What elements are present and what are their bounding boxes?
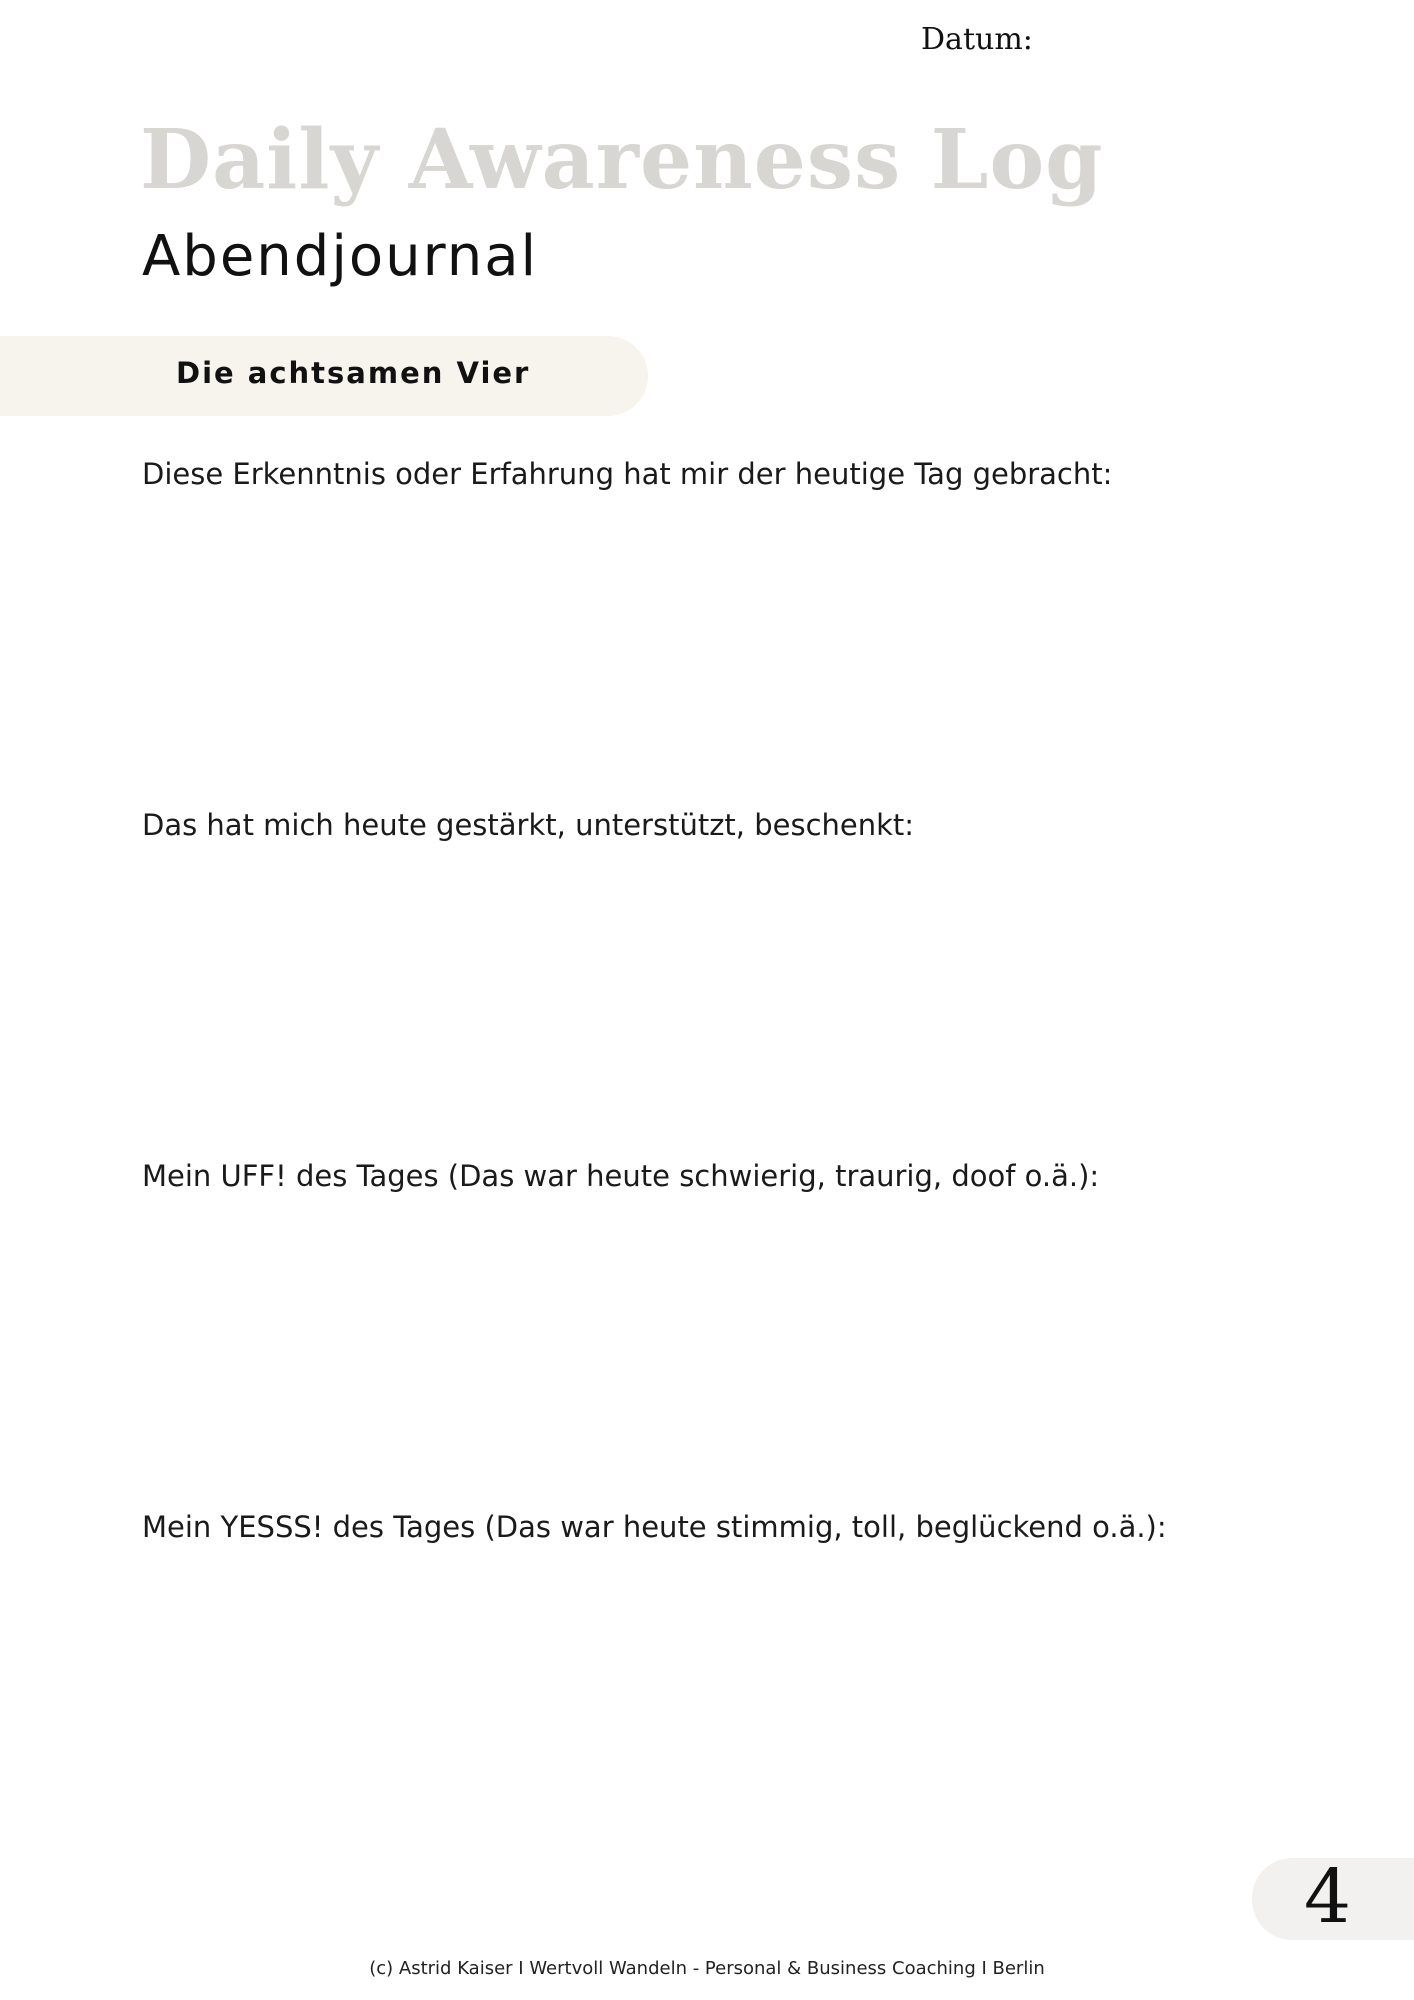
page-number-tab (1252, 1854, 1414, 1940)
footer-copyright: (c) Astrid Kaiser I Wertvoll Wandeln - Personal & Business Coaching I Berlin (369, 1958, 1045, 1979)
prompt-uff: Mein UFF! des Tages (Das war heute schwierig, traurig, doof o.ä.): (142, 1159, 1100, 1193)
date-label: Datum: (921, 22, 1033, 57)
section-heading: Die achtsamen Vier (176, 356, 531, 390)
prompt-strengthened: Das hat mich heute gestärkt, unterstützt, beschenkt: (142, 808, 915, 842)
prompt-insight: Diese Erkenntnis oder Erfahrung hat mir der heutige Tag gebracht: (142, 457, 1113, 491)
section-banner (0, 336, 648, 416)
page-subtitle: Abendjournal (142, 224, 539, 289)
page-number: 4 (1304, 1854, 1352, 1940)
page-title: Daily Awareness Log (140, 112, 1104, 208)
prompt-yesss: Mein YESSS! des Tages (Das war heute stimmig, toll, beglückend o.ä.): (142, 1510, 1167, 1544)
